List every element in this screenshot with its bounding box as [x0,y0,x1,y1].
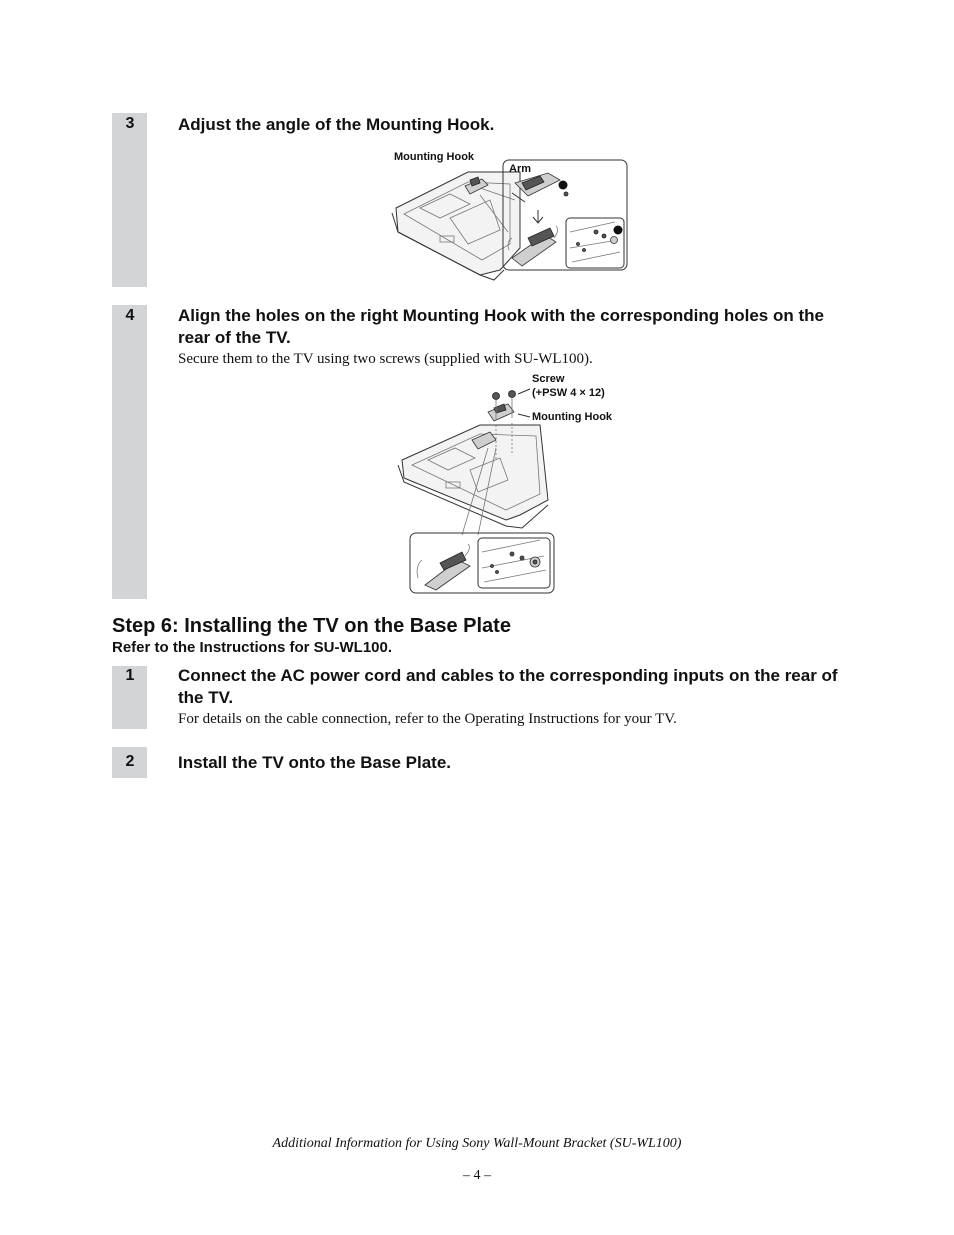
section-title: Step 6: Installing the TV on the Base Plate [112,615,511,637]
label-arm: Arm [509,163,532,175]
label-screw: Screw [532,373,565,385]
step-1-number: 1 [125,667,135,684]
step-4-heading: Align the holes on the right Mounting Hook with the corresponding holes on the rear of the TV. [178,306,824,347]
label-mounting-hook-1: Mounting Hook [394,151,475,163]
label-mounting-hook-2: Mounting Hook [532,411,613,423]
step-1-body: For details on the cable connection, refer to the Operating Instructions for your TV. [178,711,677,727]
page-number: – 4 – [463,1168,491,1183]
step-2-number: 2 [125,753,135,770]
step-3-number: 3 [125,115,135,132]
label-screw-spec: (+PSW 4 × 12) [532,387,605,399]
footer-title: Additional Information for Using Sony Wall-Mount Bracket (SU-WL100) [272,1136,682,1151]
step-1-heading: Connect the AC power cord and cables to the corresponding inputs on the rear of the TV. [178,666,838,707]
step-2-heading: Install the TV onto the Base Plate. [178,753,451,772]
step-4-number: 4 [125,307,135,324]
section-subtitle: Refer to the Instructions for SU-WL100. [112,639,393,656]
step-3-heading: Adjust the angle of the Mounting Hook. [178,115,495,134]
step-4-body: Secure them to the TV using two screws (supplied with SU-WL100). [178,351,593,367]
